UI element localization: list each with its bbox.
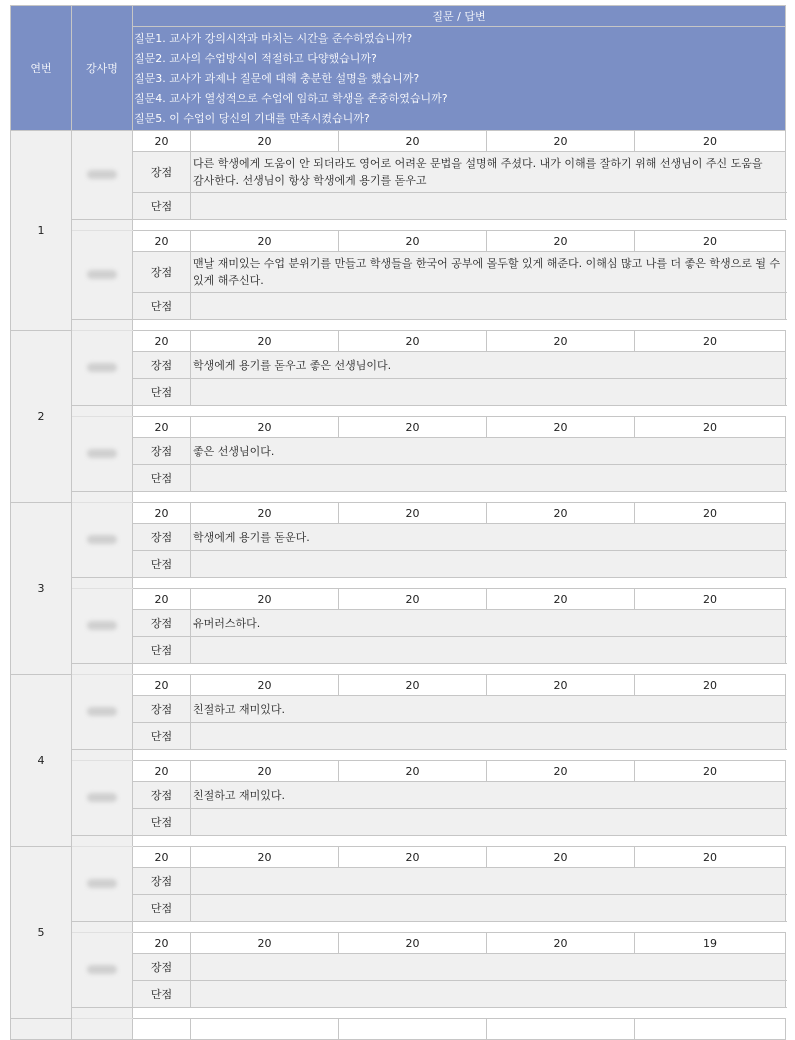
strength-text: 친절하고 재미있다. (191, 782, 786, 809)
weakness-text (191, 293, 786, 320)
score-cell-q3: 20 (339, 847, 487, 868)
weakness-text (191, 379, 786, 406)
row-number: 4 (11, 675, 72, 847)
teacher-separator (72, 750, 133, 761)
teacher-separator-row (11, 406, 786, 417)
evaluation-page (10, 5, 785, 1040)
weakness-label: 단점 (133, 193, 191, 220)
score-cell-q5: 19 (635, 933, 786, 954)
weakness-text (191, 193, 786, 220)
score-cell-q4: 20 (487, 417, 635, 438)
redacted-name (87, 170, 117, 179)
score-cell-q4 (487, 1019, 635, 1040)
trailing-row (11, 1019, 786, 1040)
row-number (11, 1019, 72, 1040)
score-cell-q3: 20 (339, 231, 487, 252)
strength-text: 맨날 재미있는 수업 분위기를 만들고 학생들을 한국어 공부에 몰두할 있게 해준다. 이해심 많고 나를 더 좋은 학생으로 될 수 있게 해주신다. (191, 252, 786, 293)
weakness-text (191, 981, 786, 1008)
score-cell-q3: 20 (339, 675, 487, 696)
strength-text: 좋은 선생님이다. (191, 438, 786, 465)
score-cell-q4: 20 (487, 933, 635, 954)
redacted-name (87, 449, 117, 458)
score-cell-q4: 20 (487, 847, 635, 868)
teacher-separator (72, 492, 133, 503)
weakness-text (191, 895, 786, 922)
weakness-text (191, 637, 786, 664)
score-cell-q1: 20 (133, 847, 191, 868)
weakness-label: 단점 (133, 895, 191, 922)
strength-label: 장점 (133, 696, 191, 723)
redacted-name (87, 879, 117, 888)
score-cell-q1 (133, 1019, 191, 1040)
teacher-separator-row (11, 220, 786, 231)
score-row (11, 589, 786, 610)
teacher-name (72, 231, 133, 320)
score-row (11, 417, 786, 438)
score-cell-q1: 20 (133, 331, 191, 352)
teacher-name (72, 331, 133, 406)
redacted-name (87, 793, 117, 802)
score-row (11, 761, 786, 782)
weakness-label: 단점 (133, 465, 191, 492)
weakness-label: 단점 (133, 981, 191, 1008)
teacher-name (72, 589, 133, 664)
question-4: 질문4. 교사가 열성적으로 수업에 임하고 학생을 존중하였습니까? (134, 92, 448, 105)
weakness-label: 단점 (133, 293, 191, 320)
strength-label: 장점 (133, 524, 191, 551)
score-cell-q2: 20 (191, 933, 339, 954)
score-cell-q3 (339, 1019, 487, 1040)
column-header-no: 연번 (11, 6, 72, 131)
strength-text: 다른 학생에게 도움이 안 되더라도 영어로 어려운 문법을 설명해 주셨다. 내가 이해를 잘하기 위해 선생님이 주신 도움을 감사한다. 선생님이 항상 학생에게 용기를 돋우고 (191, 152, 786, 193)
weakness-label: 단점 (133, 551, 191, 578)
score-cell-q5: 20 (635, 589, 786, 610)
score-cell-q3: 20 (339, 503, 487, 524)
teacher-separator (72, 1008, 133, 1019)
score-cell-q5: 20 (635, 847, 786, 868)
score-cell-q5: 20 (635, 503, 786, 524)
teacher-separator (72, 406, 133, 417)
score-cell-q4: 20 (487, 331, 635, 352)
score-cell-q1: 20 (133, 589, 191, 610)
score-row (11, 131, 786, 152)
strength-text: 학생에게 용기를 돋우고 좋은 선생님이다. (191, 352, 786, 379)
teacher-separator-row (11, 492, 786, 503)
evaluation-table (10, 5, 786, 1040)
teacher-separator (72, 922, 133, 933)
weakness-label: 단점 (133, 637, 191, 664)
teacher-separator-row (11, 664, 786, 675)
score-row (11, 231, 786, 252)
strength-text: 학생에게 용기를 돋운다. (191, 524, 786, 551)
score-cell-q4: 20 (487, 131, 635, 152)
teacher-name (72, 131, 133, 220)
column-header-teacher: 강사명 (72, 6, 133, 131)
redacted-name (87, 363, 117, 372)
score-row (11, 847, 786, 868)
score-cell-q5 (635, 1019, 786, 1040)
score-cell-q4: 20 (487, 231, 635, 252)
score-cell-q5: 20 (635, 761, 786, 782)
question-5: 질문5. 이 수업이 당신의 기대를 만족시켰습니까? (134, 112, 370, 125)
score-cell-q5: 20 (635, 331, 786, 352)
score-cell-q1: 20 (133, 503, 191, 524)
teacher-name (72, 1019, 133, 1040)
score-cell-q2: 20 (191, 675, 339, 696)
teacher-separator-row (11, 320, 786, 331)
teacher-separator-row (11, 750, 786, 761)
score-cell-q1: 20 (133, 231, 191, 252)
score-cell-q5: 20 (635, 417, 786, 438)
score-row (11, 503, 786, 524)
weakness-label: 단점 (133, 723, 191, 750)
score-cell-q4: 20 (487, 589, 635, 610)
score-cell-q2: 20 (191, 131, 339, 152)
question-1: 질문1. 교사가 강의시작과 마치는 시간을 준수하였습니까? (134, 32, 413, 45)
teacher-separator-row (11, 922, 786, 933)
score-cell-q1: 20 (133, 675, 191, 696)
strength-label: 장점 (133, 252, 191, 293)
teacher-separator-row (11, 836, 786, 847)
teacher-name (72, 675, 133, 750)
score-cell-q2 (191, 1019, 339, 1040)
weakness-label: 단점 (133, 809, 191, 836)
score-cell-q2: 20 (191, 331, 339, 352)
teacher-separator (72, 320, 133, 331)
score-cell-q1: 20 (133, 131, 191, 152)
question-3: 질문3. 교사가 과제나 질문에 대해 충분한 설명을 했습니까? (134, 72, 420, 85)
weakness-label: 단점 (133, 379, 191, 406)
score-cell-q4: 20 (487, 761, 635, 782)
score-cell-q4: 20 (487, 503, 635, 524)
score-cell-q3: 20 (339, 589, 487, 610)
strength-text (191, 954, 786, 981)
strength-label: 장점 (133, 868, 191, 895)
score-cell-q3: 20 (339, 331, 487, 352)
teacher-name (72, 933, 133, 1008)
row-number: 3 (11, 503, 72, 675)
score-cell-q4: 20 (487, 675, 635, 696)
score-cell-q3: 20 (339, 761, 487, 782)
score-cell-q1: 20 (133, 417, 191, 438)
teacher-separator (72, 664, 133, 675)
strength-label: 장점 (133, 782, 191, 809)
teacher-name (72, 847, 133, 922)
teacher-separator-row (11, 578, 786, 589)
score-cell-q2: 20 (191, 761, 339, 782)
row-number: 5 (11, 847, 72, 1019)
strength-text (191, 868, 786, 895)
weakness-text (191, 723, 786, 750)
teacher-name (72, 761, 133, 836)
score-cell-q5: 20 (635, 675, 786, 696)
score-cell-q1: 20 (133, 761, 191, 782)
teacher-separator-row (11, 1008, 786, 1019)
redacted-name (87, 965, 117, 974)
score-cell-q2: 20 (191, 417, 339, 438)
strength-label: 장점 (133, 438, 191, 465)
teacher-name (72, 417, 133, 492)
row-number: 1 (11, 131, 72, 331)
row-number: 2 (11, 331, 72, 503)
column-header-qa: 질문 / 답변 (133, 6, 786, 27)
score-row (11, 675, 786, 696)
redacted-name (87, 707, 117, 716)
score-cell-q2: 20 (191, 589, 339, 610)
teacher-separator (72, 220, 133, 231)
question-2: 질문2. 교사의 수업방식이 적절하고 다양했습니까? (134, 52, 377, 65)
strength-text: 친절하고 재미있다. (191, 696, 786, 723)
score-cell-q3: 20 (339, 933, 487, 954)
strength-label: 장점 (133, 152, 191, 193)
score-row (11, 933, 786, 954)
header-row (11, 6, 786, 27)
strength-label: 장점 (133, 352, 191, 379)
redacted-name (87, 270, 117, 279)
redacted-name (87, 621, 117, 630)
score-cell-q5: 20 (635, 131, 786, 152)
teacher-name (72, 503, 133, 578)
strength-label: 장점 (133, 954, 191, 981)
score-cell-q2: 20 (191, 847, 339, 868)
score-cell-q2: 20 (191, 231, 339, 252)
strength-text: 유머러스하다. (191, 610, 786, 637)
score-cell-q1: 20 (133, 933, 191, 954)
weakness-text (191, 551, 786, 578)
weakness-text (191, 465, 786, 492)
score-cell-q5: 20 (635, 231, 786, 252)
question-list (133, 27, 786, 131)
redacted-name (87, 535, 117, 544)
score-row (11, 331, 786, 352)
score-cell-q3: 20 (339, 417, 487, 438)
strength-label: 장점 (133, 610, 191, 637)
score-cell-q3: 20 (339, 131, 487, 152)
teacher-separator (72, 578, 133, 589)
weakness-text (191, 809, 786, 836)
score-cell-q2: 20 (191, 503, 339, 524)
teacher-separator (72, 836, 133, 847)
